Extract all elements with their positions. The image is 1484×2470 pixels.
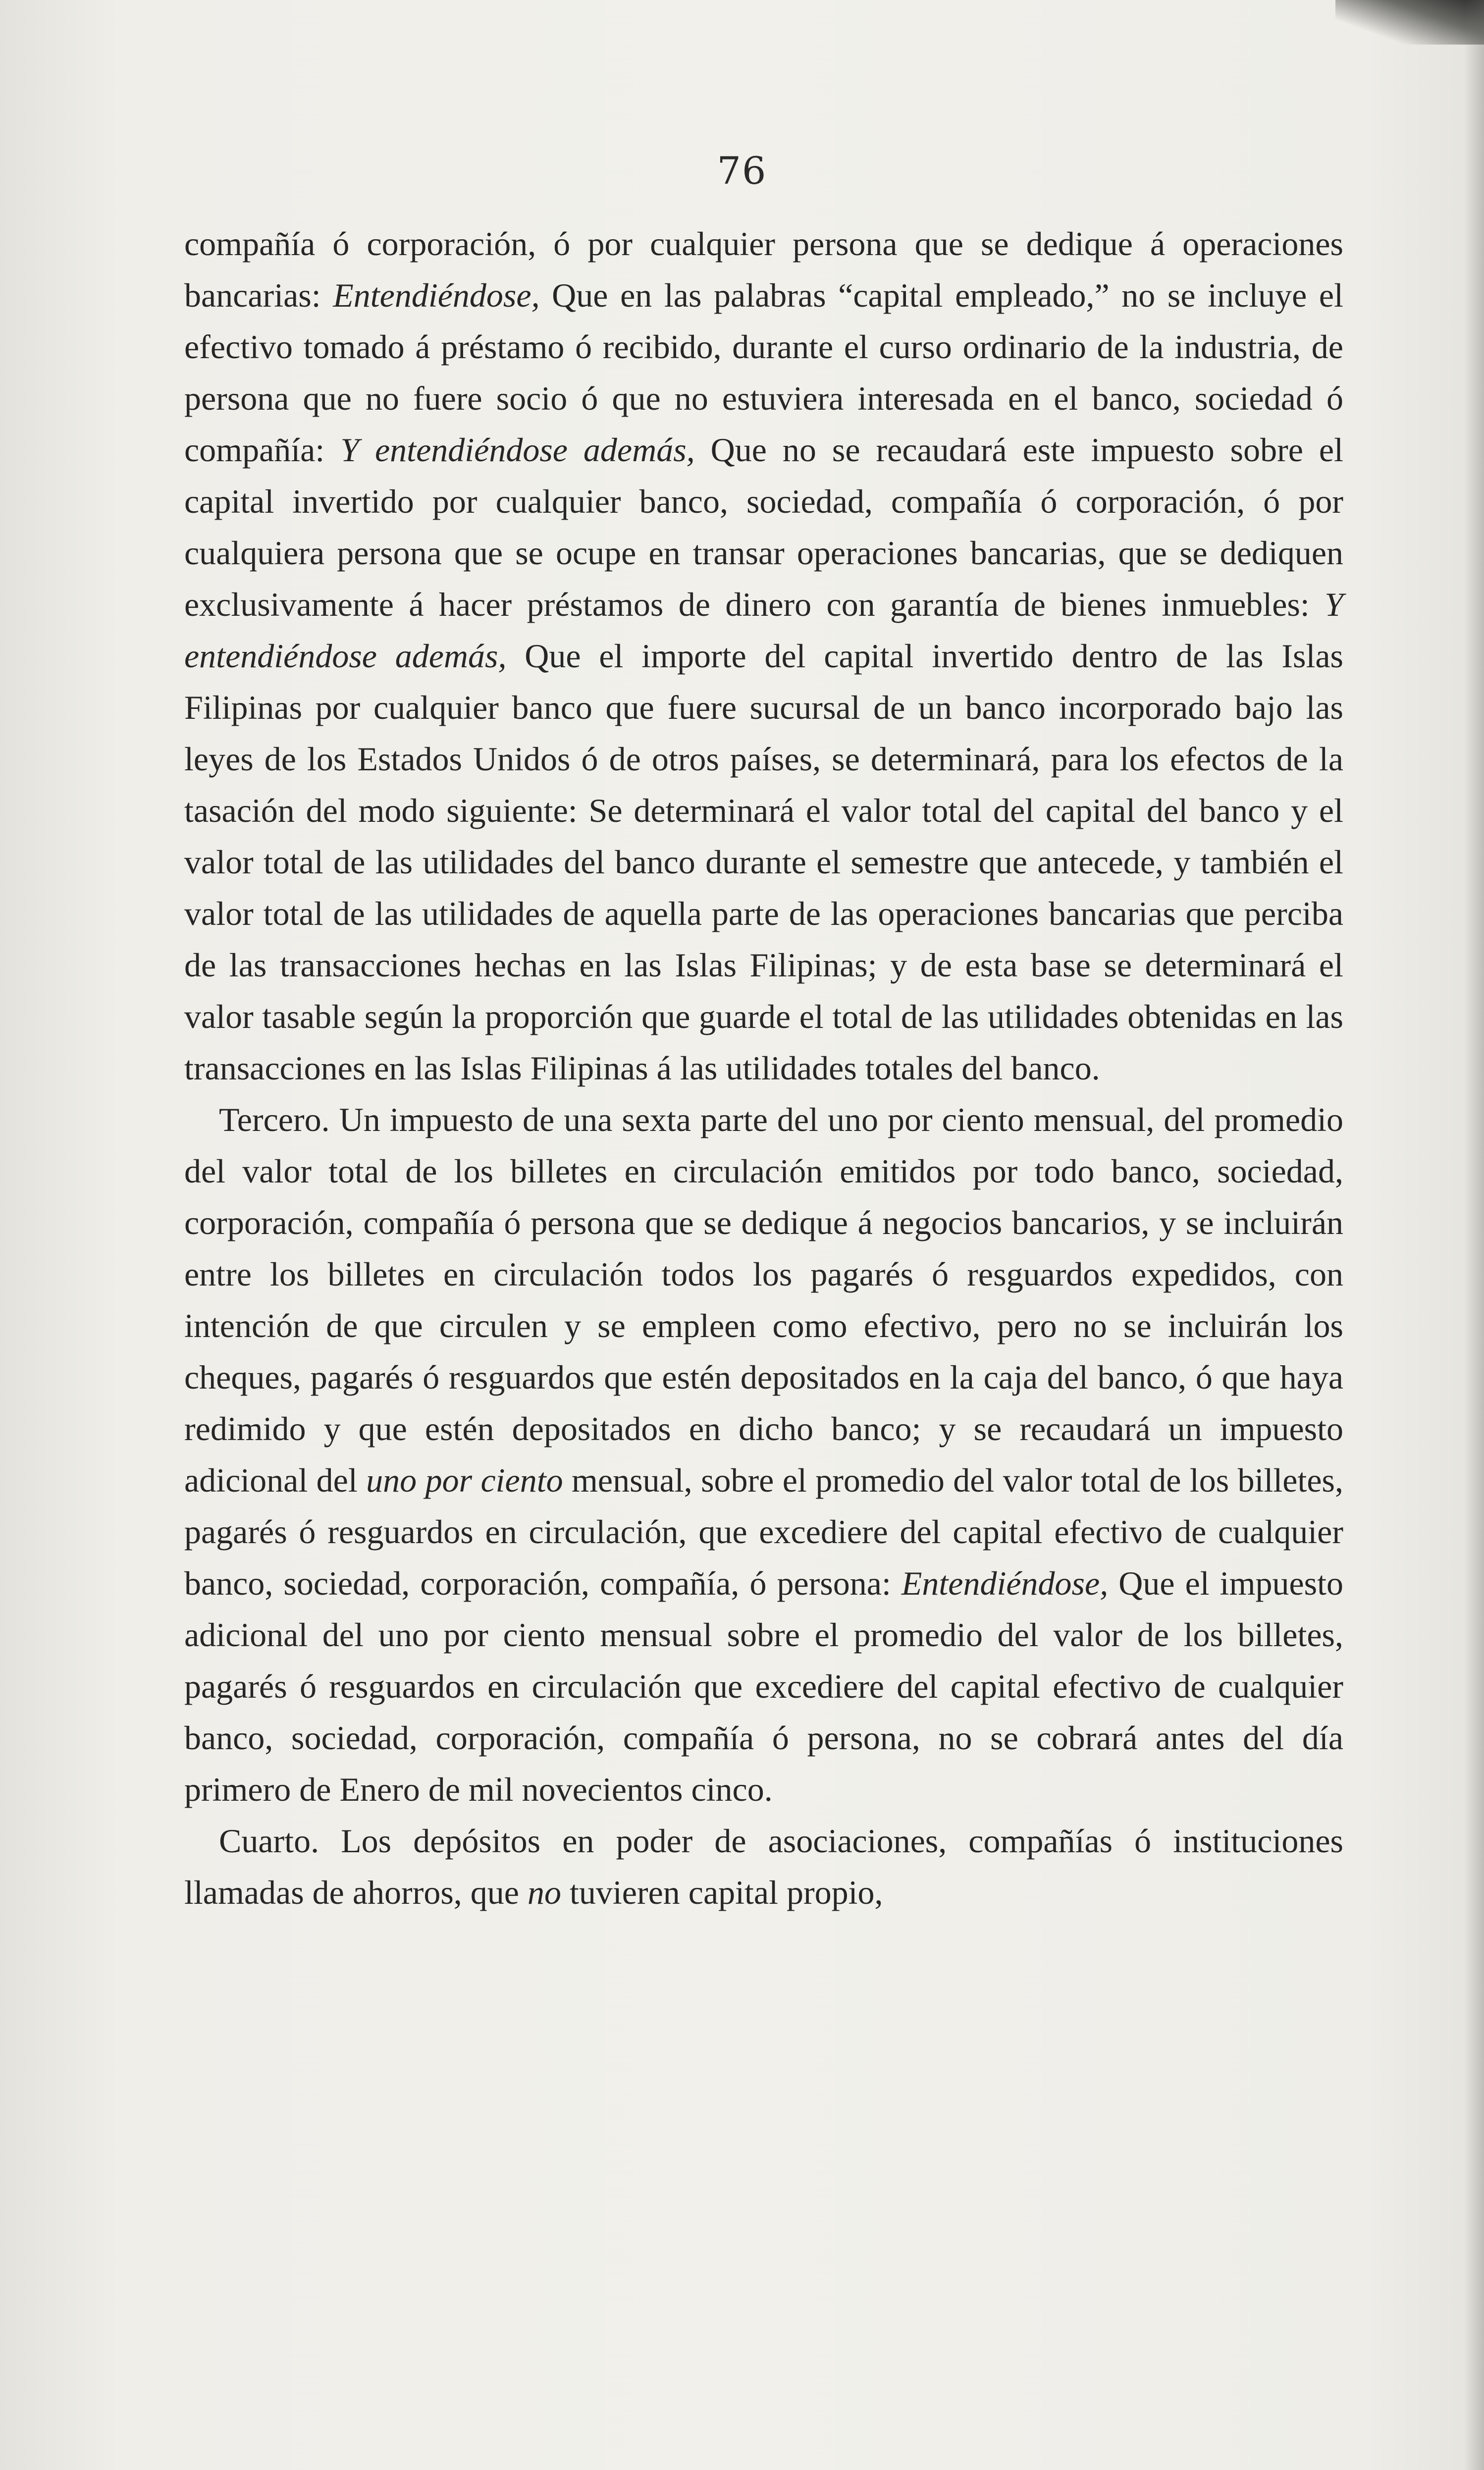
paragraph-tercero <box>184 1094 1343 1815</box>
text-run: Que no se recaudará este impuesto sobre el capital invertido por cualquier banco, sociedad, compañía ó corporación, ó por cualquiera persona que se ocupe en transar operaciones bancarias, que se dediquen exclusivamente á hacer préstamos de dinero con garantía de bienes inmuebles: <box>184 431 1343 623</box>
text-run-italic: Entendiéndose, <box>901 1564 1109 1602</box>
text-run: tuvieren capital propio, <box>561 1874 883 1911</box>
text-run: Que en las palabras “capital empleado,” no se incluye el efectivo tomado á préstamo ó recibido, durante el curso ordinario de la industria, de persona que no fuere socio ó que no estuviera interesada en el banco, sociedad ó compañía: <box>184 276 1343 469</box>
scan-corner-shadow <box>1335 0 1484 45</box>
text-run: Que el importe del capital invertido dentro de las Islas Filipinas por cualquier banco que fuere sucursal de un banco incorporado bajo las leyes de los Estados Unidos ó de otros países, se determinará, para los efectos de la tasación del modo siguiente: Se determinará el valor total del capital del banco y el valor total de las utilidades del banco durante el semestre que antecede, y también el valor total de las utilidades de aquella parte de las operaciones bancarias que perciba de las transacciones hechas en las Islas Filipinas; y de esta base se determinará el valor tasable según la proporción que guarde el total de las utilidades obtenidas en las transacciones en las Islas Filipinas á las utilidades totales del banco. <box>184 637 1344 1087</box>
body-text <box>184 218 1343 1918</box>
text-run: Tercero. Un impuesto de una sexta parte del uno por ciento mensual, del promedio del valor total de los billetes en circulación emitidos por todo banco, sociedad, corporación, compañía ó persona que se dedique á negocios bancarios, y se incluirán entre los billetes en circulación todos los pagarés ó resguardos expedidos, con intención de que circulen y se empleen como efectivo, pero no se incluirán los cheques, pagarés ó resguardos que estén depositados en la caja del banco, ó que haya redimido y que estén depositados en dicho banco; y se recaudará un impuesto adicional del <box>184 1101 1343 1499</box>
text-run: Que el impuesto adicional del uno por ciento mensual sobre el promedio del valor de los billetes, pagarés ó resguardos en circulación que excediere del capital efectivo de cualquier banco, sociedad, corporación, compañía ó persona, no se cobrará antes del día primero de Enero de mil novecientos cinco. <box>184 1564 1343 1808</box>
paragraph-1 <box>184 218 1343 1094</box>
text-run-italic: no <box>527 1874 561 1911</box>
text-run: mensual, sobre el promedio del valor total de los billetes, pagarés ó resguardos en circulación, que excediere del capital efectivo de cualquier banco, sociedad, corporación, compañía, ó persona: <box>184 1461 1343 1602</box>
scan-edge-shadow <box>1464 0 1484 2470</box>
text-run-italic: Entendiéndose, <box>333 276 540 314</box>
paragraph-cuarto <box>184 1815 1343 1918</box>
page-number: 76 <box>717 149 767 193</box>
text-run-italic: Y entendiéndose además, <box>184 586 1343 675</box>
text-run-italic: Y entendiéndose además, <box>340 431 695 469</box>
text-run: compañía ó corporación, ó por cualquier persona que se dedique á operaciones bancarias: <box>184 225 1343 314</box>
text-run: Cuarto. Los depósitos en poder de asociaciones, compañías ó instituciones llamadas de ahorros, que <box>184 1822 1343 1911</box>
text-run-italic: uno por ciento <box>366 1461 563 1499</box>
